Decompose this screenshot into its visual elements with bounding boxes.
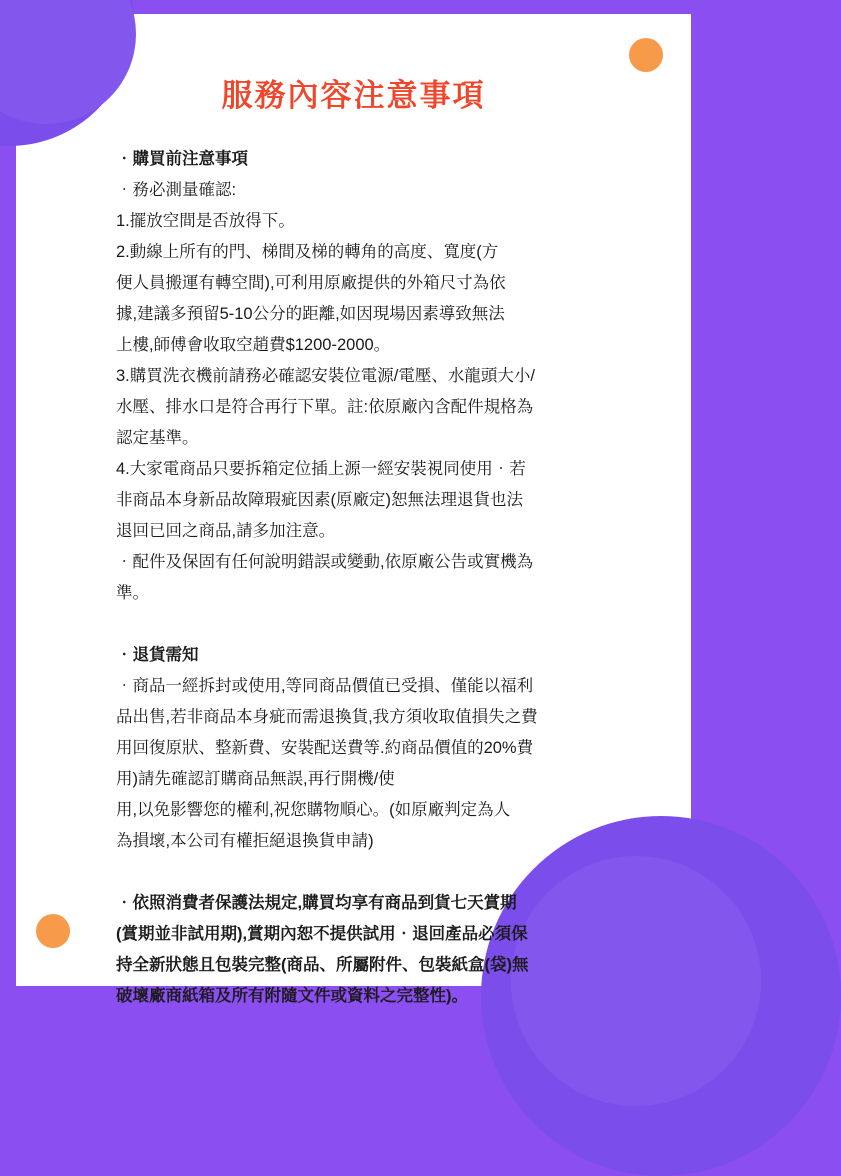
text-line: 退回已回之商品,請多加注意。 [116,522,336,540]
text-line: 4.大家電商品只要拆箱定位插上源一經安裝視同使用‧若 [116,460,526,478]
text-line: (賞期並非試用期),賞期內恕不提供試用‧退回產品必須保 [116,925,528,943]
section-divider [116,857,616,888]
text-line: 用,以免影響您的權利,祝您購物順心。(如原廠判定為人 [116,801,511,819]
text-line: 用)請先確認訂購商品無誤,再行開機/使 [116,770,395,788]
text-line: 品出售,若非商品本身疵而需退換貨,我方須收取值損失之費 [116,708,538,726]
text-line: ‧配件及保固有任何說明錯誤或變動,依原廠公告或實機為 [116,553,534,571]
text-line: ‧商品一經拆封或使用,等同商品價值已受損、僅能以福利 [116,677,534,695]
section-divider [116,609,616,640]
section-consumer-protection [116,888,616,1012]
text-line: 2.動線上所有的門、梯間及梯的轉角的高度、寬度(方 [116,243,499,261]
text-line: 準。 [116,584,149,602]
text-line: 用回復原狀、整新費、安裝配送費等.約商品價值的20%費 [116,739,534,757]
text-line: ‧依照消費者保護法規定,購買均享有商品到貨七天賞期 [116,894,517,912]
page-title: 服務內容注意事項 [221,78,486,113]
text-line: ‧務必測量確認: [116,181,237,199]
text-line: 為損壞,本公司有權拒絕退換貨申請) [116,832,374,850]
section-heading-before-purchase: ‧購買前注意事項 [116,150,248,168]
text-line: 認定基準。 [116,429,199,447]
document-content [16,14,691,1005]
section-heading-return-notice: ‧退貨需知 [116,646,199,664]
page-inner-card [16,14,691,1005]
text-line: 據,建議多預留5-10公分的距離,如因現場因素導致無法 [116,305,505,323]
text-line: 非商品本身新品故障瑕疵因素(原廠定)恕無法理退貨也法 [116,491,523,509]
text-line: 1.擺放空間是否放得下。 [116,212,295,230]
text-line: 3.購買洗衣機前請務必確認安裝位電源/電壓、水龍頭大小/ [116,367,535,385]
document-body [116,144,616,1012]
text-line: 水壓、排水口是符合再行下單。註:依原廠內含配件規格為 [116,398,534,416]
text-line: 便人員搬運有轉空間),可利用原廠提供的外箱尺寸為依 [116,274,506,292]
text-line: 上樓,師傅會收取空趙費$1200-2000。 [116,336,391,354]
text-line: 持全新狀態且包裝完整(商品、所屬附件、包裝紙盒(袋)無 [116,956,529,974]
text-line: 破壞廠商紙箱及所有附隨文件或資料之完整性)。 [116,987,468,1005]
